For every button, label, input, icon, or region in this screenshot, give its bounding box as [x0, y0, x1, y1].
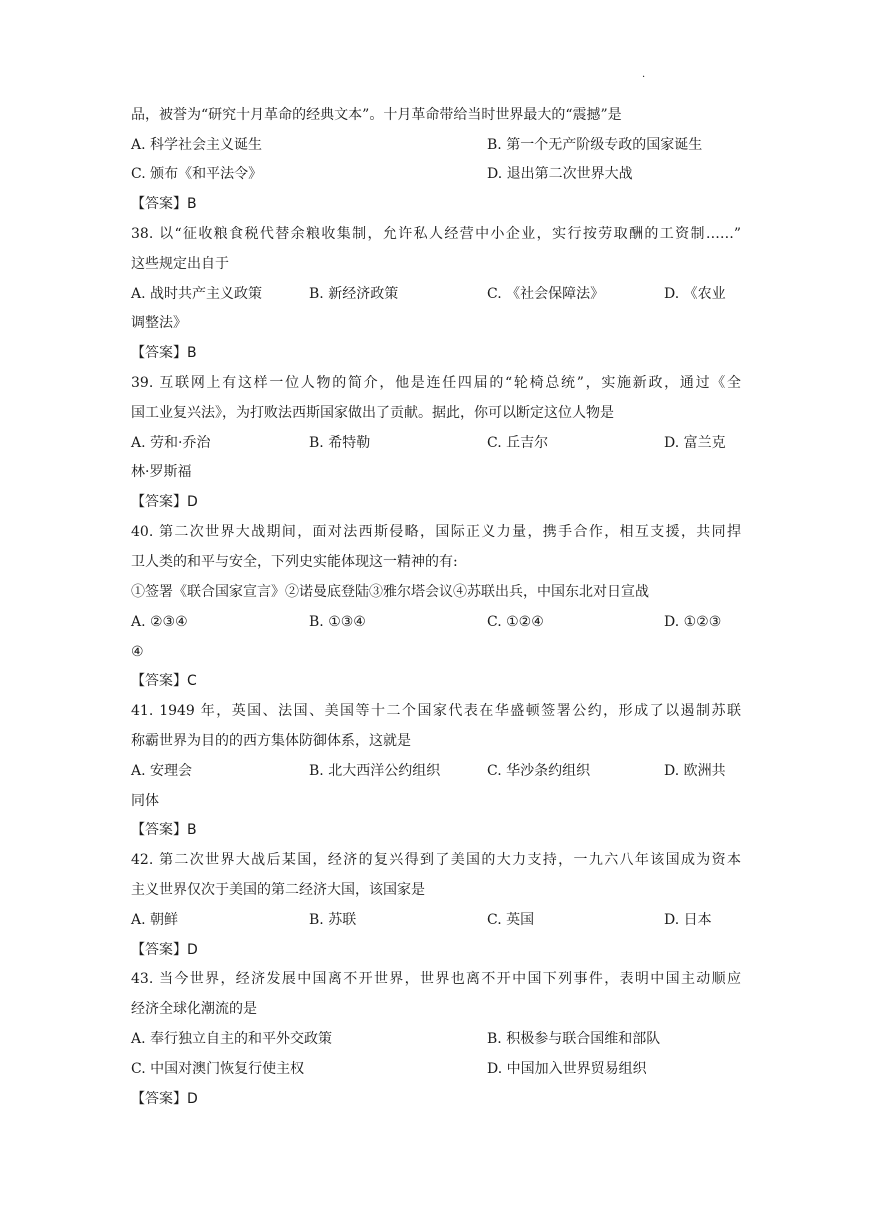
question-stem-line: 国工业复兴法》，为打败法西斯国家做出了贡献。据此，你可以断定这位人物是: [131, 405, 614, 421]
option-d-continued: 同体: [131, 793, 159, 809]
option-b: B. ①③④: [309, 614, 366, 630]
question-stem-line: 42. 第二次世界大战后某国，经济的复兴得到了美国的大力支持，一九六八年该国成为资本: [131, 852, 741, 868]
option-b: B. 新经济政策: [309, 286, 399, 302]
answer-line: 【答案】B: [131, 196, 197, 212]
option-d: D. 《农业: [664, 286, 726, 302]
option-d-continued: 林·罗斯福: [131, 464, 192, 480]
answer-line: 【答案】D: [131, 494, 198, 510]
option-a: A. 朝鲜: [131, 912, 179, 928]
question-stem-line: 这些规定出自于: [131, 256, 229, 272]
option-d: D. 中国加入世界贸易组织: [487, 1061, 647, 1077]
option-c: C. 英国: [487, 912, 535, 928]
option-b: B. 第一个无产阶级专政的国家诞生: [487, 137, 703, 153]
question-stem-line: 卫人类的和平与安全，下列史实能体现这一精神的有:: [131, 554, 458, 570]
option-a: A. ②③④: [131, 614, 188, 630]
option-a: A. 科学社会主义诞生: [131, 137, 263, 153]
option-a: A. 奉行独立自主的和平外交政策: [131, 1031, 333, 1047]
question-stem-line: 40. 第二次世界大战期间，面对法西斯侵略，国际正义力量，携手合作，相互支援，共同捍: [131, 524, 741, 540]
option-d-continued: 调整法》: [131, 315, 187, 331]
question-stem-line: ①签署《联合国家宣言》②诺曼底登陆③雅尔塔会议④苏联出兵，中国东北对日宣战: [131, 584, 649, 600]
answer-line: 【答案】B: [131, 345, 197, 361]
option-d: D. ①②③: [664, 614, 722, 630]
option-d: D. 欧洲共: [664, 763, 726, 779]
option-a: A. 战时共产主义政策: [131, 286, 263, 302]
option-d: D. 富兰克: [664, 435, 726, 451]
question-stem-line: 38. 以“征收粮食税代替余粮收集制，允许私人经营中小企业，实行按劳取酬的工资制……”: [131, 226, 741, 242]
option-c: C. 《社会保障法》: [487, 286, 605, 302]
option-c: C. 华沙条约组织: [487, 763, 591, 779]
question-stem-line: 主义世界仅次于美国的第二经济大国，该国家是: [131, 882, 425, 898]
option-c: C. 中国对澳门恢复行使主权: [131, 1061, 305, 1077]
option-c: C. 丘吉尔: [487, 435, 549, 451]
answer-line: 【答案】C: [131, 673, 197, 689]
question-stem-line: 品，被誉为“研究十月革命的经典文本”。十月革命带给当时世界最大的“震撼”是: [131, 107, 622, 123]
option-c: C. 颁布《和平法令》: [131, 166, 263, 182]
option-c: C. ①②④: [487, 614, 544, 630]
question-stem-line: 43. 当今世界，经济发展中国离不开世界，世界也离不开中国下列事件，表明中国主动顺应: [131, 971, 741, 987]
option-b: B. 北大西洋公约组织: [309, 763, 441, 779]
page-mark: ·: [642, 72, 646, 83]
question-stem-line: 41. 1949 年，英国、法国、美国等十二个国家代表在华盛顿签署公约，形成了以遏制苏联: [131, 703, 741, 719]
option-d: D. 退出第二次世界大战: [487, 166, 633, 182]
option-b: B. 苏联: [309, 912, 357, 928]
answer-line: 【答案】D: [131, 942, 198, 958]
option-d-continued: ④: [131, 644, 144, 660]
answer-line: 【答案】B: [131, 822, 197, 838]
option-b: B. 希特勒: [309, 435, 371, 451]
option-b: B. 积极参与联合国维和部队: [487, 1031, 661, 1047]
question-stem-line: 39. 互联网上有这样一位人物的简介，他是连任四届的“轮椅总统”，实施新政，通过《全: [131, 375, 741, 391]
option-d: D. 日本: [664, 912, 712, 928]
option-a: A. 安理会: [131, 763, 193, 779]
question-stem-line: 称霸世界为目的的西方集体防御体系，这就是: [131, 733, 411, 749]
answer-line: 【答案】D: [131, 1091, 198, 1107]
question-stem-line: 经济全球化潮流的是: [131, 1001, 257, 1017]
option-a: A. 劳和·乔治: [131, 435, 211, 451]
